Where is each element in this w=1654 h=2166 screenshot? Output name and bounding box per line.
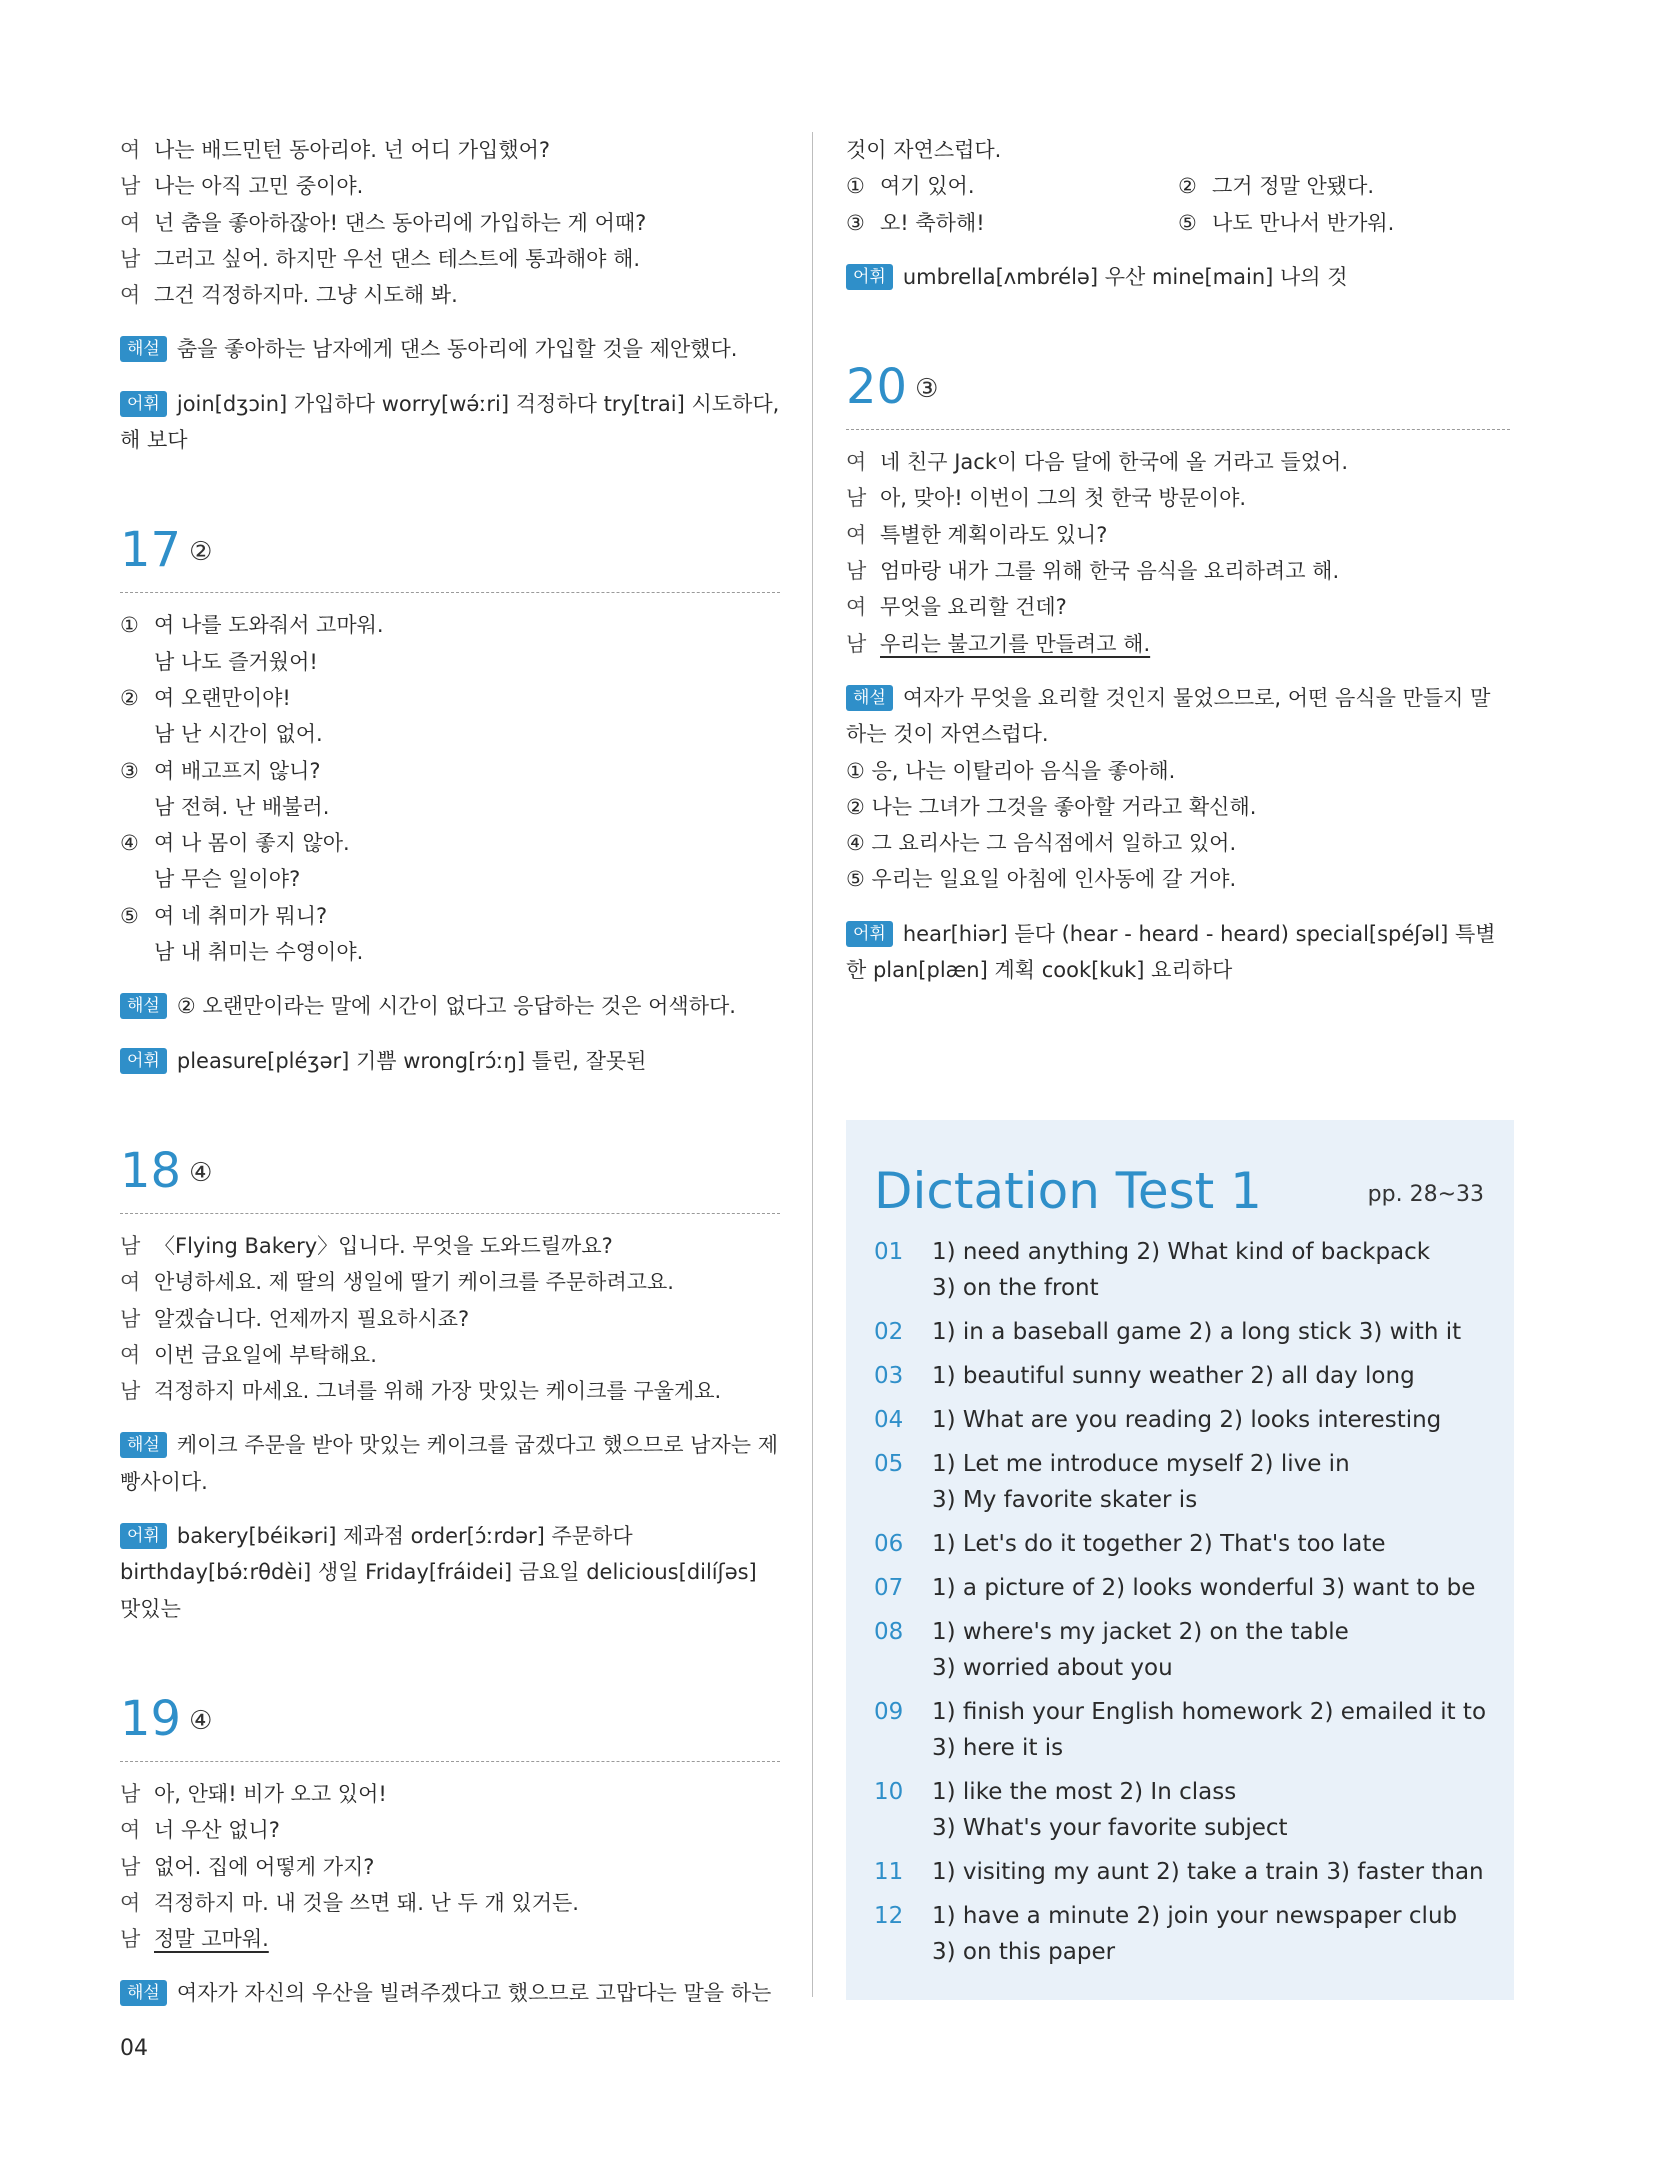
explain-tag: 해설 [846, 685, 893, 711]
dialogue-line: 남 우리는 불고기를 만들려고 해. [846, 631, 1151, 656]
option-line: ④ 여 나 몸이 좋지 않아. [120, 831, 350, 856]
dictation-item [874, 1446, 1494, 1518]
dialogue-line: 남 없어. 집에 어떻게 가지? [120, 1854, 375, 1879]
option-line: ⑤ 우리는 일요일 아침에 인사동에 갈 거야. [846, 867, 1237, 892]
dictation-item-answers [932, 1234, 1494, 1306]
dictation-item-number: 01 [874, 1239, 904, 1265]
option-line: ① 여기 있어. [846, 174, 975, 199]
dialogue-line: 남 아, 안돼! 비가 오고 있어! [120, 1781, 387, 1806]
vocab-16: 어휘 join[dʒɔin] 가입하다 worry[wə́ːri] 걱정하다 try[trai] 시도하다, 해 보다 [120, 391, 780, 453]
dictation-item-number: 12 [874, 1903, 904, 1929]
dictation-item-answers [932, 1446, 1494, 1518]
vocab-tag: 어휘 [120, 1048, 167, 1074]
dictation-item-answers [932, 1898, 1494, 1970]
explanation-19: 해설 여자가 자신의 우산을 빌려주겠다고 했으므로 고맙다는 말을 하는 [120, 1975, 780, 2011]
option-line: ② 여 오랜만이야! [120, 685, 291, 710]
dictation-item [874, 1526, 1494, 1562]
vocab-tag: 어휘 [846, 264, 893, 290]
column-divider [812, 132, 813, 1997]
dictation-item-number: 10 [874, 1779, 904, 1805]
dialogue-line: 여 너 우산 없니? [120, 1818, 280, 1843]
question-18-header: 18 ④ [120, 1142, 213, 1199]
dictation-item-number: 08 [874, 1619, 904, 1645]
dictation-answer-line: 1) in a baseball game 2) a long stick 3) with it [932, 1319, 1462, 1345]
vocab-17: 어휘 pleasure[pléʒər] 기쁨 wrong[rɔ́ːŋ] 틀린, 잘못된 [120, 1043, 780, 1079]
dialogue-line: 남 그러고 싶어. 하지만 우선 댄스 테스트에 통과해야 해. [120, 246, 641, 271]
dictation-item-number: 02 [874, 1319, 904, 1345]
dictation-answer-line: 1) What are you reading 2) looks interesting [932, 1407, 1442, 1433]
dictation-item-number: 09 [874, 1699, 904, 1725]
right-column [846, 132, 1510, 988]
question-17-header: 17 ② [120, 522, 213, 579]
dictation-test-box [846, 1120, 1514, 2000]
dialogue-line: 여 걱정하지 마. 내 것을 쓰면 돼. 난 두 개 있거든. [120, 1890, 579, 1915]
dashed-divider [120, 592, 780, 593]
dialogue-18 [120, 1228, 780, 1409]
explain-tag: 해설 [120, 1432, 167, 1458]
dashed-divider [120, 1213, 780, 1214]
option-line: ① 응, 나는 이탈리아 음식을 좋아해. [846, 758, 1176, 783]
left-column [120, 132, 780, 2012]
dictation-answer-line: 1) need anything 2) What kind of backpack [932, 1239, 1431, 1265]
dialogue-line: 남 엄마랑 내가 그를 위해 한국 음식을 요리하려고 해. [846, 559, 1340, 584]
dictation-item-answers [932, 1774, 1494, 1846]
explanation-20: 해설 여자가 무엇을 요리할 것인지 물었으므로, 어떤 음식을 만들지 말하는 것이 자연스럽다. [846, 685, 1491, 747]
question-20-header: 20 ③ [846, 359, 939, 416]
dictation-answer-line: 3) My favorite skater is [932, 1487, 1198, 1513]
dictation-answer-line: 1) where's my jacket 2) on the table [932, 1619, 1349, 1645]
options-17 [120, 607, 780, 970]
option-line: ① 여 나를 도와줘서 고마워. [120, 613, 384, 638]
dictation-item-number: 03 [874, 1363, 904, 1389]
options-19 [846, 168, 1510, 204]
option-line: 남 나도 즐거웠어! [154, 649, 318, 674]
dictation-answer-line: 1) beautiful sunny weather 2) all day long [932, 1363, 1415, 1389]
dialogue-line: 남 〈Flying Bakery〉입니다. 무엇을 도와드릴까요? [120, 1233, 613, 1258]
dictation-item [874, 1614, 1494, 1686]
dictation-item-number: 06 [874, 1531, 904, 1557]
dialogue-line: 여 넌 춤을 좋아하잖아! 댄스 동아리에 가입하는 게 어때? [120, 210, 647, 235]
dialogue-line: 여 무엇을 요리할 건데? [846, 595, 1067, 620]
dictation-list [874, 1234, 1494, 1970]
dictation-item [874, 1402, 1494, 1438]
vocab-20: 어휘 hear[hiər] 듣다 (hear - heard - heard) special[spéʃəl] 특별한 plan[plæn] 계획 cook[kuk] 요리하다 [846, 921, 1496, 983]
options-20 [846, 753, 1510, 898]
page-number: 04 [120, 2036, 148, 2061]
dialogue-20 [846, 444, 1510, 662]
dialogue-line: 여 네 친구 Jack이 다음 달에 한국에 올 거라고 들었어. [846, 450, 1348, 475]
dictation-answer-line: 1) Let me introduce myself 2) live in [932, 1451, 1350, 1477]
option-line: 남 내 취미는 수영이야. [154, 940, 364, 965]
dialogue-line: 남 정말 고마워. [120, 1927, 269, 1952]
dictation-answer-line: 1) a picture of 2) looks wonderful 3) want to be [932, 1575, 1476, 1601]
dialogue-line: 여 그건 걱정하지마. 그냥 시도해 봐. [120, 283, 458, 308]
dialogue-line: 남 아, 맞아! 이번이 그의 첫 한국 방문이야. [846, 486, 1247, 511]
dictation-answer-line: 3) on the front [932, 1275, 1099, 1301]
dictation-item-number: 04 [874, 1407, 904, 1433]
dictation-item-number: 11 [874, 1859, 904, 1885]
dictation-item-answers [932, 1614, 1494, 1686]
dictation-item [874, 1570, 1494, 1606]
dashed-divider [120, 1761, 780, 1762]
dictation-item-answers [932, 1402, 1494, 1438]
dialogue-19 [120, 1776, 780, 1957]
options-19 [846, 205, 1510, 241]
dialogue-line: 여 안녕하세요. 제 딸의 생일에 딸기 케이크를 주문하려고요. [120, 1270, 674, 1295]
dictation-item-number: 05 [874, 1451, 904, 1477]
explanation-18: 해설 케이크 주문을 받아 맛있는 케이크를 굽겠다고 했으므로 남자는 제빵사이다. [120, 1433, 778, 1494]
explain-tag: 해설 [120, 336, 167, 362]
option-line: 남 무슨 일이야? [154, 867, 301, 892]
dictation-item [874, 1898, 1494, 1970]
dictation-answer-line: 3) on this paper [932, 1939, 1116, 1965]
dialogue-line: 여 나는 배드민턴 동아리야. 넌 어디 가입했어? [120, 138, 551, 162]
dialogue-line: 여 특별한 계획이라도 있니? [846, 522, 1108, 547]
dictation-item-answers [932, 1854, 1494, 1890]
option-line: ④ 그 요리사는 그 음식점에서 일하고 있어. [846, 831, 1237, 856]
option-line: ② 나는 그녀가 그것을 좋아할 거라고 확신해. [846, 794, 1257, 819]
explanation-17: 해설 ② 오랜만이라는 말에 시간이 없다고 응답하는 것은 어색하다. [120, 988, 780, 1024]
dictation-item [874, 1358, 1494, 1394]
dictation-answer-line: 1) finish your English homework 2) emailed it to [932, 1699, 1487, 1725]
dashed-divider [846, 429, 1510, 430]
vocab-tag: 어휘 [120, 1523, 167, 1549]
vocab-19: 어휘 umbrella[ʌmbrélə] 우산 mine[main] 나의 것 [846, 259, 1510, 295]
dictation-item-answers [932, 1694, 1494, 1766]
dialogue-line: 남 알겠습니다. 언제까지 필요하시죠? [120, 1306, 470, 1331]
answer-underline: 정말 고마워. [154, 1927, 269, 1952]
option-line: ⑤ 여 네 취미가 뭐니? [120, 903, 328, 928]
dictation-answer-line: 1) have a minute 2) join your newspaper club [932, 1903, 1458, 1929]
dictation-item [874, 1774, 1494, 1846]
question-19-header: 19 ④ [120, 1690, 213, 1747]
dictation-title: Dictation Test 1 [874, 1162, 1262, 1220]
option-line: 남 난 시간이 없어. [154, 722, 323, 747]
dictation-answer-line: 1) like the most 2) In class [932, 1779, 1237, 1805]
dialogue-line: 남 걱정하지 마세요. 그녀를 위해 가장 맛있는 케이크를 구울게요. [120, 1379, 722, 1404]
vocab-18: 어휘 bakery[béikəri] 제과점 order[ɔ́ːrdər] 주문하다 birthday[bə́ːrθdèi] 생일 Friday[fráidei] 금요일 delicious[dilíʃəs] 맛있는 [120, 1524, 757, 1621]
dictation-item-answers [932, 1570, 1494, 1606]
dictation-answer-line: 3) What's your favorite subject [932, 1815, 1288, 1841]
dictation-item [874, 1234, 1494, 1306]
dictation-item-answers [932, 1358, 1494, 1394]
dictation-answer-line: 1) Let's do it together 2) That's too late [932, 1531, 1386, 1557]
dialogue-line: 여 이번 금요일에 부탁해요. [120, 1342, 377, 1367]
option-line: 남 전혀. 난 배불러. [154, 794, 330, 819]
dictation-item-number: 07 [874, 1575, 904, 1601]
option-line: ⑤ 나도 만나서 반가워. [1178, 210, 1395, 235]
dictation-answer-line: 3) here it is [932, 1735, 1064, 1761]
dialogue-line: 남 나는 아직 고민 중이야. [120, 174, 364, 199]
dictation-item [874, 1694, 1494, 1766]
dictation-answer-line: 1) visiting my aunt 2) take a train 3) faster than [932, 1859, 1484, 1885]
answer-underline: 우리는 불고기를 만들려고 해. [880, 631, 1151, 656]
vocab-tag: 어휘 [120, 391, 167, 417]
dictation-item-answers [932, 1526, 1494, 1562]
option-line: ③ 여 배고프지 않니? [120, 758, 321, 783]
explanation-16: 해설 춤을 좋아하는 남자에게 댄스 동아리에 가입할 것을 제안했다. [120, 331, 780, 367]
option-line: ③ 오! 축하해! [846, 210, 985, 235]
explanation-19-cont: 것이 자연스럽다. [846, 138, 1002, 162]
dialogue-16 [120, 132, 780, 313]
dictation-item-answers [932, 1314, 1494, 1350]
option-line: ② 그거 정말 안됐다. [1178, 174, 1375, 199]
dictation-answer-line: 3) worried about you [932, 1655, 1173, 1681]
dictation-item [874, 1854, 1494, 1890]
dictation-pages: pp. 28~33 [1367, 1182, 1484, 1207]
explain-tag: 해설 [120, 993, 167, 1019]
dictation-item [874, 1314, 1494, 1350]
vocab-tag: 어휘 [846, 921, 893, 947]
explain-tag: 해설 [120, 1980, 167, 2006]
